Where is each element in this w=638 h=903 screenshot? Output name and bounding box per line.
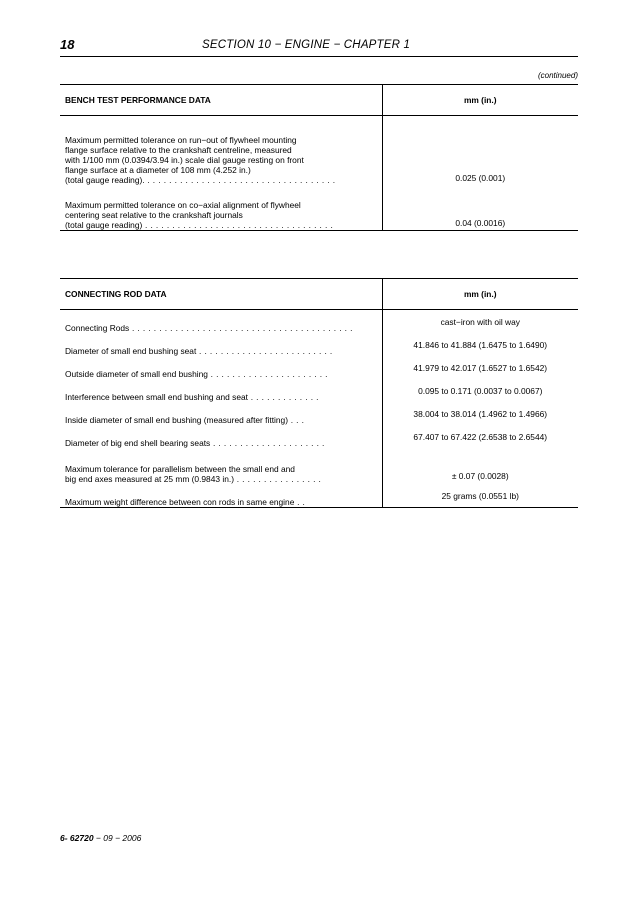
row-value: 0.025 (0.001) — [382, 116, 578, 186]
row-value: ± 0.07 (0.0028) — [382, 448, 578, 484]
table-header-row — [60, 85, 578, 116]
table-row — [60, 402, 578, 425]
document-date: − 09 − 2006 — [93, 833, 142, 843]
bench-test-table — [60, 84, 578, 231]
row-label: Maximum permitted tolerance on run−out of flywheel mounting flange surface relative to the crankshaft centreline, measured with 1/100 mm (0.0394/3.94 in.) scale dial gauge resting on front flange surface at a diameter of 108 mm (4.252 in.) (total gauge reading). . . . . . . . . . . . . . . . . . . . . . . . . . . . . . . . . . . . — [65, 135, 336, 185]
row-value: 38.004 to 38.014 (1.4962 to 1.4966) — [382, 402, 578, 425]
row-label: Maximum permitted tolerance on co−axial alignment of flywheel centering seat relative to the crankshaft journals (total gauge reading) . . . . . . . . . . . . . . . . . . . . . . . . . . . . . . . . . . . — [60, 185, 382, 231]
table-row — [60, 484, 578, 508]
row-value: 0.04 (0.0016) — [382, 185, 578, 231]
table-row — [60, 310, 578, 334]
connecting-rod-table — [60, 278, 578, 508]
row-label: Connecting Rods . . . . . . . . . . . . . . . . . . . . . . . . . . . . . . . . . . . . . . . . . — [65, 323, 353, 333]
page-footer — [60, 833, 141, 843]
section-title: SECTION 10 − ENGINE − CHAPTER 1 — [202, 39, 411, 51]
table-row — [60, 333, 578, 356]
page-number: 18 — [60, 37, 75, 52]
row-value: 67.407 to 67.422 (2.6538 to 2.6544) — [382, 425, 578, 448]
row-value: 25 grams (0.0551 lb) — [382, 484, 578, 508]
row-label: Maximum tolerance for parallelism between the small end and big end axes measured at 25 mm (0.9843 in.) . . . . . . . . . . . . . . . . — [65, 464, 322, 484]
column-header-unit: mm (in.) — [382, 279, 578, 310]
column-header-name: CONNECTING ROD DATA — [60, 279, 382, 310]
document-number: 6- 62720 — [60, 833, 94, 843]
table-header-row — [60, 279, 578, 310]
column-header-name: BENCH TEST PERFORMANCE DATA — [60, 85, 382, 116]
table-row — [60, 448, 578, 484]
row-value: 41.846 to 41.884 (1.6475 to 1.6490) — [382, 333, 578, 356]
column-header-unit: mm (in.) — [382, 85, 578, 116]
table-row — [60, 425, 578, 448]
page-header — [60, 36, 578, 57]
row-value: cast−iron with oil way — [382, 310, 578, 334]
row-label: Diameter of small end bushing seat . . . . . . . . . . . . . . . . . . . . . . . . . — [65, 346, 333, 356]
row-label: Inside diameter of small end bushing (measured after fitting) . . . — [65, 415, 305, 425]
table-row — [60, 116, 578, 186]
row-label: Interference between small end bushing and seat . . . . . . . . . . . . . — [65, 392, 319, 402]
row-label: Diameter of big end shell bearing seats . . . . . . . . . . . . . . . . . . . . . — [65, 438, 325, 448]
row-value: 0.095 to 0.171 (0.0037 to 0.0067) — [382, 379, 578, 402]
table-row — [60, 356, 578, 379]
row-label: Maximum weight difference between con rods in same engine . . — [60, 484, 382, 508]
row-value: 41.979 to 42.017 (1.6527 to 1.6542) — [382, 356, 578, 379]
table-row — [60, 185, 578, 231]
table-row — [60, 379, 578, 402]
continued-note: (continued) — [537, 71, 578, 80]
row-label: Outside diameter of small end bushing . . . . . . . . . . . . . . . . . . . . . . — [65, 369, 328, 379]
